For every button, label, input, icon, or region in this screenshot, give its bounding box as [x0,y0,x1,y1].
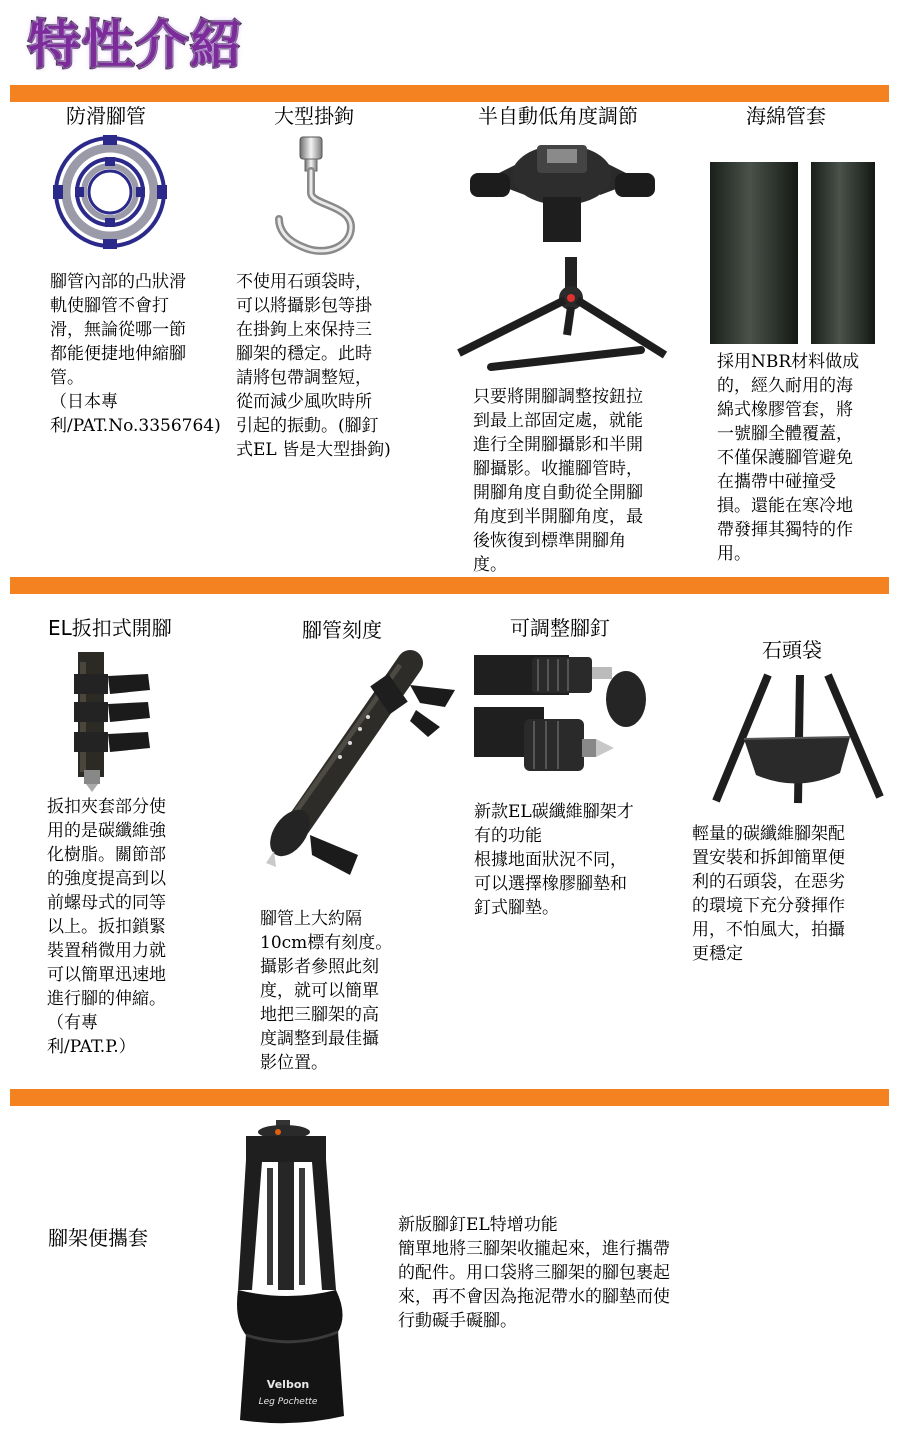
desc-line: 度調整到最佳攝 [260,1029,379,1049]
desc-line: 地把三腳架的高 [260,1005,379,1025]
desc-line: 裝置稍微用力就 [47,941,166,961]
desc-line: 可以簡單迅速地 [47,965,166,985]
desc-line: 的強度提高到以 [47,869,166,889]
desc-line: 度。 [473,555,507,575]
desc-line: 10cm標有刻度。 [260,933,393,953]
desc-line: 新版腳釘EL特增功能 [398,1215,558,1235]
section-divider [10,577,889,594]
desc-line: 利/PAT.P.） [47,1037,136,1057]
anti-slip-tube-cross-section-icon [50,135,170,250]
desc-line: 腳管內部的凸狀滑 [50,272,186,292]
feature-heading-stone-bag: 石頭袋 [762,638,822,662]
desc-line: 採用NBR材料做成 [717,352,860,372]
stone-bag-icon [710,673,885,808]
desc-line: 都能便捷地伸縮腳 [50,344,186,364]
desc-line: 用。 [717,544,751,564]
feature-heading-flip-lock: EL扳扣式開腳 [48,616,172,640]
desc-line: 影位置。 [260,1053,328,1073]
feature-desc-low-angle [473,385,683,577]
desc-line: 的環境下充分發揮作 [692,896,845,916]
page-title: 特性介紹 [28,16,245,76]
desc-line: 新款EL碳纖維腳架才 [474,802,634,822]
desc-line: 化樹脂。關節部 [47,845,166,865]
desc-line: 不僅保護腳管避免 [717,448,853,468]
large-hook-icon [265,135,375,260]
desc-line: 式EL 皆是大型掛鉤) [236,440,391,460]
section-divider [10,85,889,102]
low-angle-adjust-icon [455,135,670,385]
feature-desc-flip-lock [47,795,222,1059]
feature-heading-spike: 可調整腳釘 [510,616,610,640]
desc-line: 有的功能 [474,826,542,846]
desc-line: 行動礙手礙腳。 [398,1311,517,1331]
desc-line: 前螺母式的同等 [47,893,166,913]
desc-line: 利/PAT.No.3356764) [50,416,221,436]
desc-line: 來，再不會因為拖泥帶水的腳墊而使 [398,1287,670,1307]
desc-line: 軌使腳管不會打 [50,296,169,316]
desc-line: 在攜帶中碰撞受 [717,472,836,492]
desc-line: 的，經久耐用的海 [717,376,853,396]
desc-line: 滑，無論從哪一節 [50,320,186,340]
desc-line: 一號腳全體覆蓋， [717,424,853,444]
feature-heading-anti-slip: 防滑腳管 [66,104,146,128]
leg-scale-icon [250,655,460,885]
desc-line: 腳攝影。收攏腳管時， [473,459,643,479]
desc-line: 用的是碳纖維強 [47,821,166,841]
desc-line: 不使用石頭袋時， [236,272,372,292]
feature-desc-carry-pouch [398,1213,738,1333]
desc-line: 角度到半開腳角度，最 [473,507,643,527]
feature-heading-foam: 海綿管套 [746,104,826,128]
desc-line: （有專 [47,1013,98,1033]
feature-heading-low-angle: 半自動低角度調節 [478,104,638,128]
feature-desc-spike [474,800,669,920]
desc-line: 在掛鉤上來保持三 [236,320,372,340]
desc-line: 簡單地將三腳架收攏起來，進行攜帶 [398,1239,670,1259]
desc-line: 管。 [50,368,84,388]
desc-line: 進行腳的伸縮。 [47,989,166,1009]
desc-line: 更穩定 [692,944,743,964]
feature-heading-scale: 腳管刻度 [302,618,382,642]
desc-line: 進行全開腳攝影和半開 [473,435,643,455]
desc-line: 以上。扳扣鎖緊 [47,917,166,937]
feature-desc-stone-bag [692,822,887,966]
desc-line: 帶發揮其獨特的作 [717,520,853,540]
desc-line: 請將包帶調整短， [236,368,372,388]
desc-line: 的配件。用口袋將三腳架的腳包裹起 [398,1263,670,1283]
feature-desc-scale [260,907,420,1075]
desc-line: 根據地面狀況不同， [474,850,627,870]
desc-line: 引起的振動。(腳釘 [236,416,379,436]
feature-heading-hook: 大型掛鉤 [274,104,354,128]
feature-heading-carry-pouch: 腳架便攜套 [48,1226,148,1250]
desc-line: 從而減少風吹時所 [236,392,372,412]
desc-line: 腳架的穩定。此時 [236,344,372,364]
desc-line: 可以選擇橡膠腳墊和 [474,874,627,894]
desc-line: 扳扣夾套部分使 [47,797,166,817]
adjustable-spike-icon [474,655,649,783]
desc-line: 釘式腳墊。 [474,898,559,918]
feature-desc-foam [717,350,887,566]
desc-line: 到最上部固定處，就能 [473,411,643,431]
desc-line: （日本專 [50,392,118,412]
desc-line: 度，就可以簡單 [260,981,379,1001]
desc-line: 置安裝和拆卸簡單便 [692,848,845,868]
feature-desc-hook [236,270,416,462]
section-divider [10,1089,889,1106]
pouch-model-text: Leg Pochette [258,1397,318,1407]
desc-line: 輕量的碳纖維腳架配 [692,824,845,844]
desc-line: 只要將開腳調整按鈕拉 [473,387,643,407]
desc-line: 後恢復到標準開腳角 [473,531,626,551]
flip-lock-leg-icon [70,652,160,792]
desc-line: 攝影者參照此刻 [260,957,379,977]
desc-line: 可以將攝影包等掛 [236,296,372,316]
desc-line: 用，不怕風大，拍攝 [692,920,845,940]
desc-line: 腳管上大約隔 [260,909,362,929]
foam-leg-cover-icon [710,162,875,344]
desc-line: 損。還能在寒冷地 [717,496,853,516]
tripod-carry-pouch-icon [232,1120,352,1425]
desc-line: 開腳角度自動從全開腳 [473,483,643,503]
desc-line: 綿式橡膠管套，將 [717,400,853,420]
feature-desc-anti-slip [50,270,235,438]
pouch-brand-text: Velbon [266,1378,310,1391]
desc-line: 利的石頭袋，在惡劣 [692,872,845,892]
